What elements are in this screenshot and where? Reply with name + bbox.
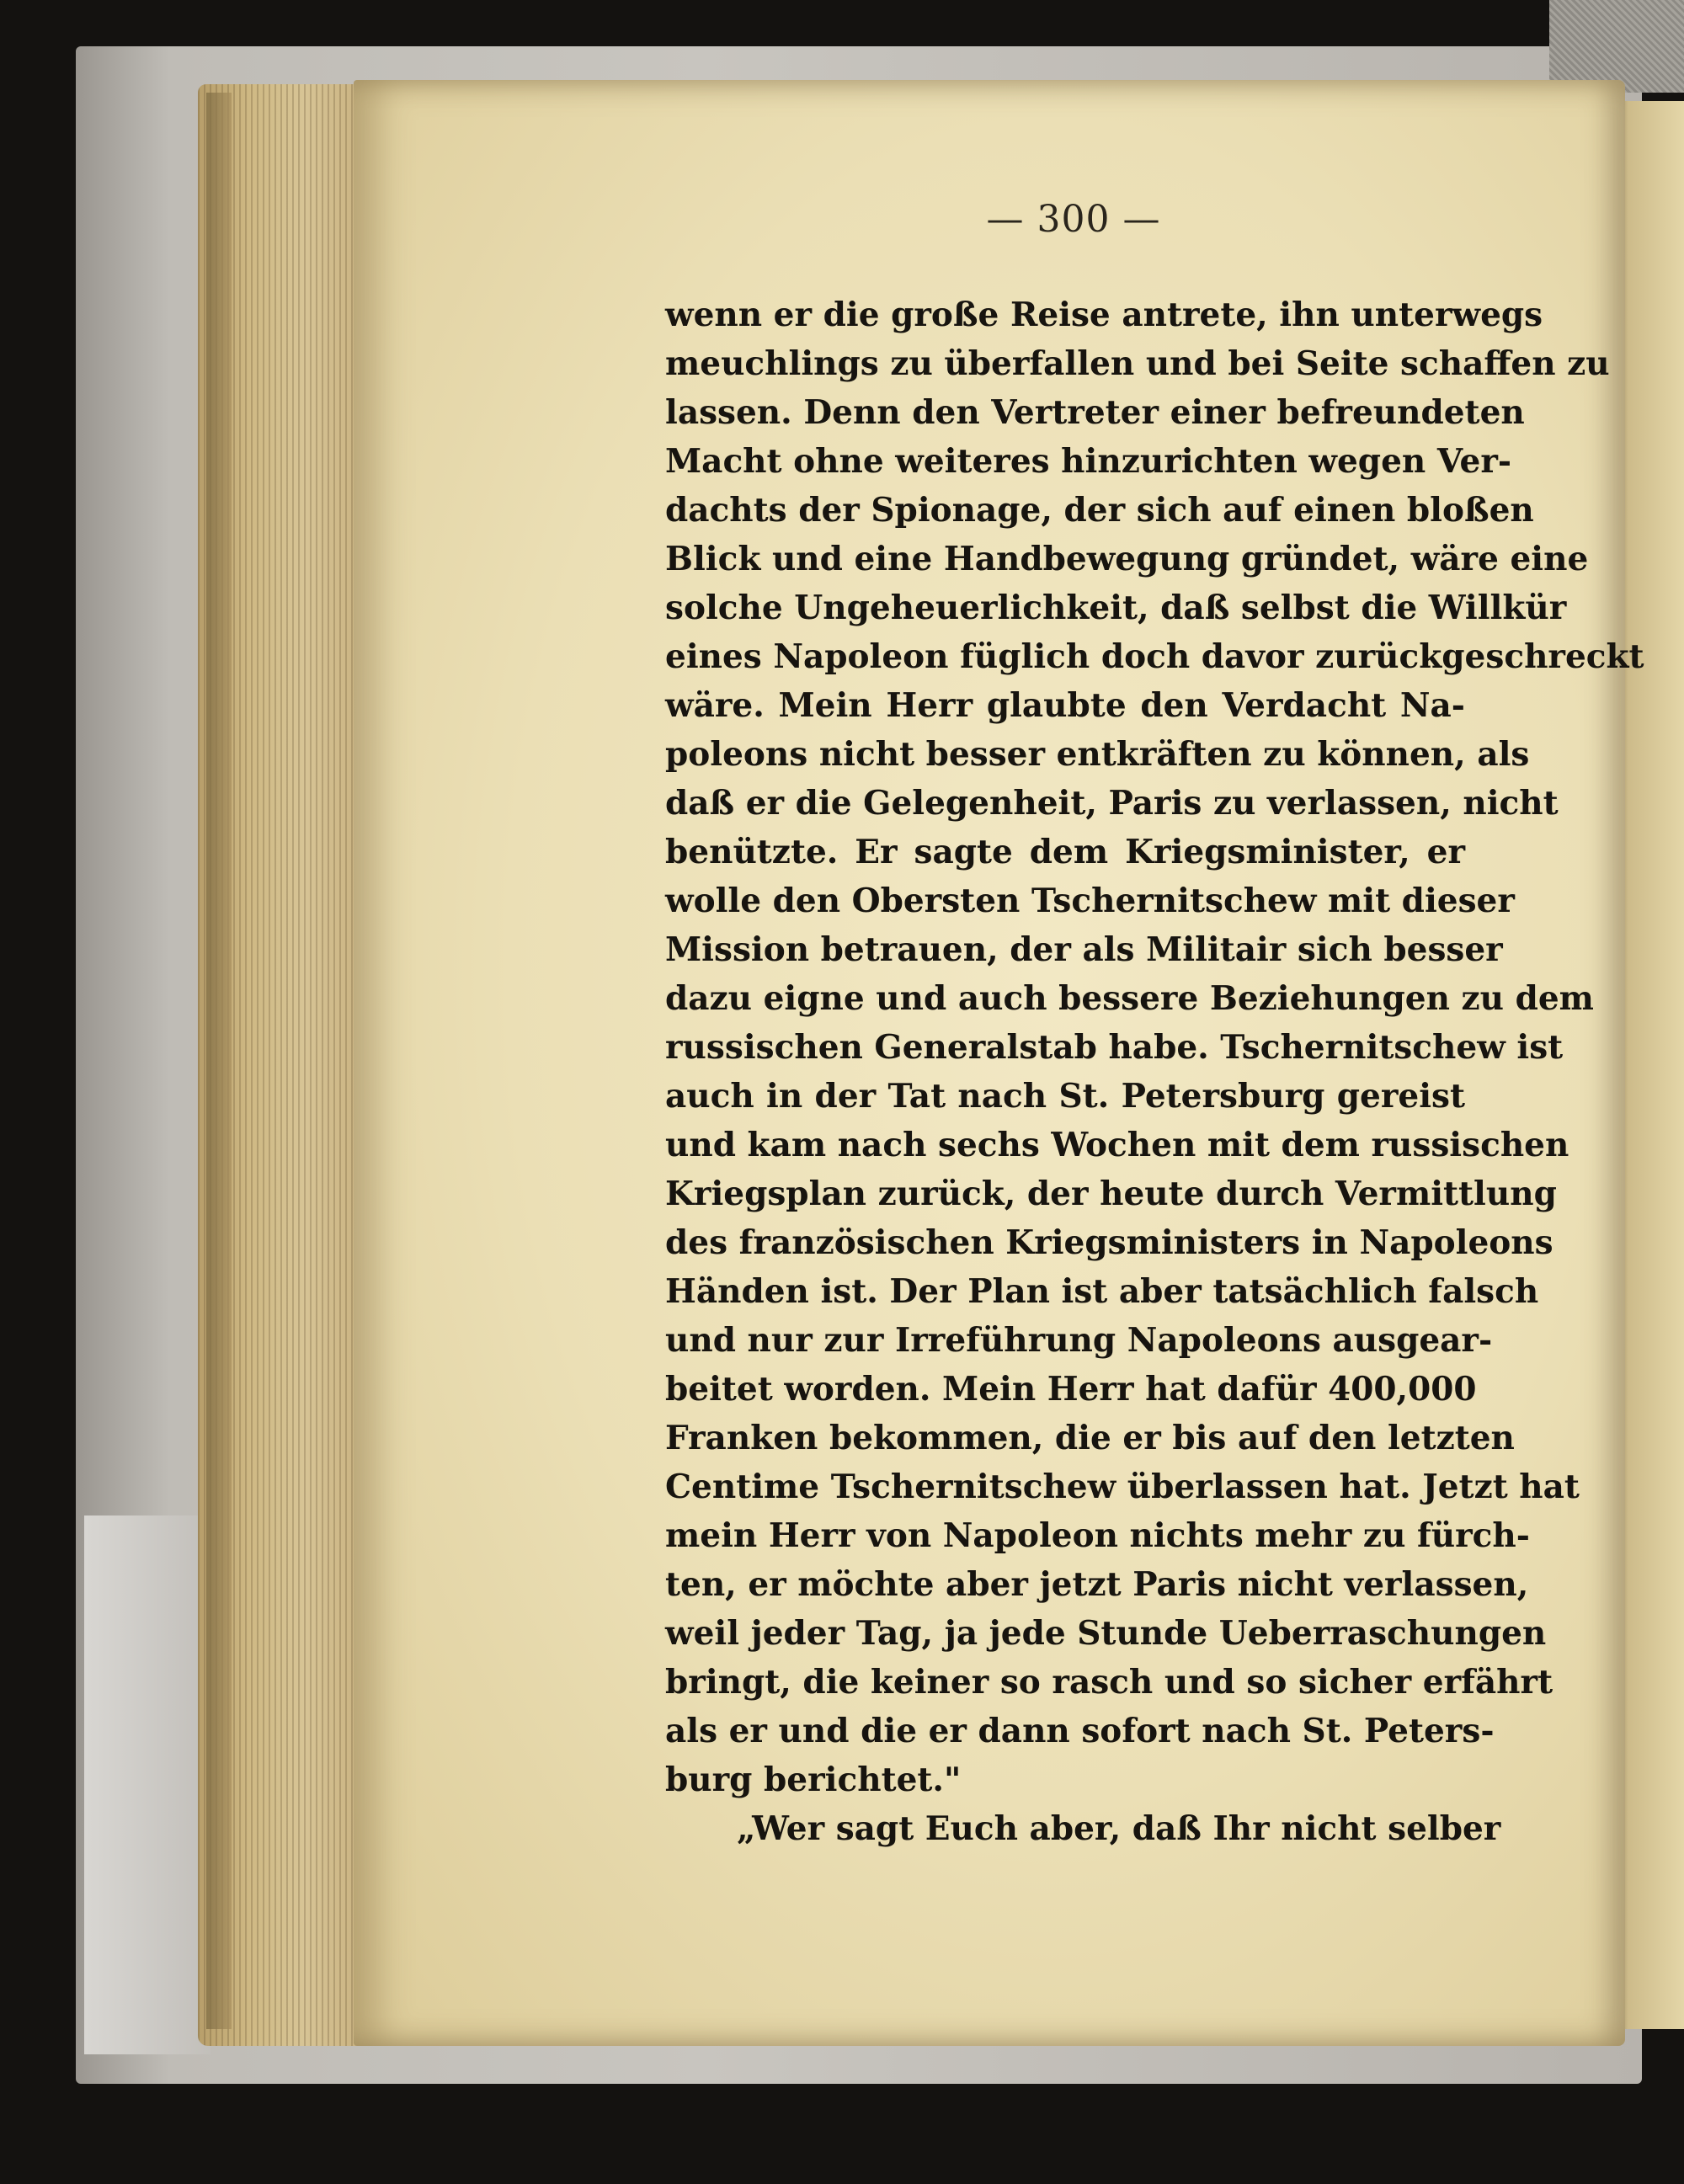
text-line: wolle den Obersten Tschernitschew mit dieser: [665, 882, 1515, 920]
text-line: und kam nach sechs Wochen mit dem russischen: [665, 1126, 1569, 1164]
text-line: und nur zur Irreführung Napoleons ausgear-: [665, 1321, 1493, 1360]
page-text: [665, 290, 1644, 1853]
text-line: wäre. Mein Herr glaubte den Verdacht Na-: [665, 686, 1465, 725]
text-line: als er und die er dann sofort nach St. Peters-: [665, 1712, 1495, 1750]
text-line: meuchlings zu überfallen und bei Seite schaffen zu: [665, 344, 1610, 383]
text-line: lassen. Denn den Vertreter einer befreundeten: [665, 393, 1525, 432]
text-line: bringt, die keiner so rasch und so sicher erfährt: [665, 1663, 1553, 1702]
text-line: auch in der Tat nach St. Petersburg gereist: [665, 1077, 1465, 1116]
page-block-shadow: [206, 93, 232, 2029]
text-line: beitet worden. Mein Herr hat dafür 400,000: [665, 1370, 1477, 1409]
text-line: daß er die Gelegenheit, Paris zu verlassen, nicht: [665, 784, 1559, 823]
text-line: Centime Tschernitschew überlassen hat. Jetzt hat: [665, 1468, 1580, 1506]
text-line: Franken bekommen, die er bis auf den letzten: [665, 1419, 1515, 1457]
paper-wrapper-flap: [84, 1515, 210, 2054]
text-line: dazu eigne und auch bessere Beziehungen zu dem: [665, 979, 1594, 1018]
text-line: Händen ist. Der Plan ist aber tatsächlich falsch: [665, 1272, 1539, 1311]
text-line: ten, er möchte aber jetzt Paris nicht verlassen,: [665, 1565, 1529, 1604]
text-line: Macht ohne weiteres hinzurichten wegen Ver-: [665, 442, 1512, 481]
cloth-corner: [1549, 0, 1684, 93]
text-line: poleons nicht besser entkräften zu können, als: [665, 735, 1530, 774]
text-line: des französischen Kriegsministers in Napoleons: [665, 1223, 1553, 1262]
text-line: Kriegsplan zurück, der heute durch Vermittlung: [665, 1175, 1557, 1213]
text-line: „Wer sagt Euch aber, daß Ihr nicht selber: [737, 1809, 1501, 1848]
page-number: — 300 —: [986, 198, 1161, 241]
text-line: eines Napoleon füglich doch davor zurückgeschreckt: [665, 637, 1644, 676]
text-line: benützte. Er sagte dem Kriegsminister, er: [665, 833, 1465, 871]
text-line: dachts der Spionage, der sich auf einen bloßen: [665, 491, 1534, 530]
text-line: solche Ungeheuerlichkeit, daß selbst die Willkür: [665, 589, 1567, 627]
text-line: wenn er die große Reise antrete, ihn unterwegs: [665, 296, 1543, 334]
text-line: weil jeder Tag, ja jede Stunde Ueberraschungen: [665, 1614, 1547, 1653]
text-line: russischen Generalstab habe. Tschernitschew ist: [665, 1028, 1564, 1067]
text-line: mein Herr von Napoleon nichts mehr zu fürch-: [665, 1516, 1530, 1555]
text-line: burg berichtet.": [665, 1761, 962, 1799]
text-line: Mission betrauen, der als Militair sich besser: [665, 930, 1503, 969]
text-line: Blick und eine Handbewegung gründet, wäre eine: [665, 540, 1589, 578]
book-page: [354, 80, 1644, 2046]
